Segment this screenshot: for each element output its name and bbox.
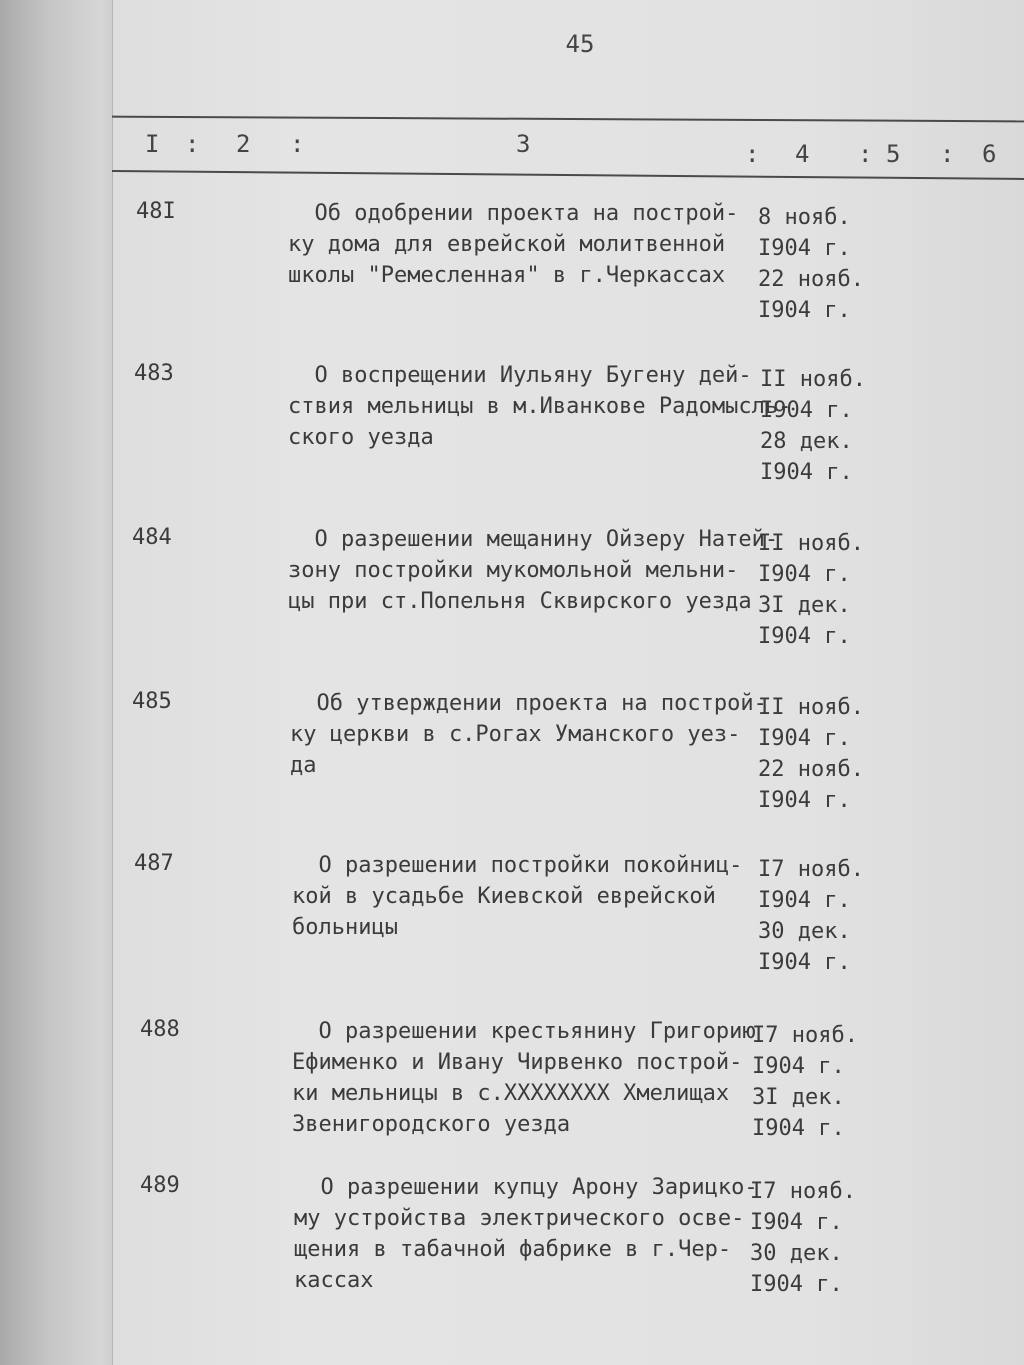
entry-text-line: ку дома для еврейской молитвенной bbox=[288, 232, 726, 257]
entry-text-line: Звенигородского уезда bbox=[292, 1112, 571, 1137]
entry-text-line: Об утверждении проекта на построй- bbox=[290, 691, 767, 716]
entry-text-line: ку церкви в с.Рогах Уманского уез- bbox=[290, 722, 741, 747]
entry-date-line: I904 г. bbox=[752, 1054, 845, 1079]
entry-text-line: му устройства электрического осве- bbox=[294, 1206, 745, 1231]
entry-text bbox=[290, 688, 767, 781]
entry-dates bbox=[758, 692, 864, 816]
entry-date-line: II нояб. bbox=[758, 695, 864, 720]
column-header: 6 bbox=[982, 140, 997, 168]
column-header: 5 bbox=[886, 140, 901, 168]
entry-date-line: 8 нояб. bbox=[758, 205, 851, 230]
column-header: : bbox=[858, 140, 873, 168]
entry-text bbox=[288, 360, 791, 453]
entry-date-line: I904 г. bbox=[760, 398, 853, 423]
entry-date-line: II нояб. bbox=[758, 531, 864, 556]
entry-dates bbox=[758, 202, 864, 326]
entry-text-line: Об одобрении проекта на построй- bbox=[288, 201, 739, 226]
entry-date-line: I904 г. bbox=[750, 1210, 843, 1235]
entry-text-line: щения в табачной фабрике в г.Чер- bbox=[294, 1237, 732, 1262]
binding-spine bbox=[0, 0, 113, 1365]
entry-date-line: I904 г. bbox=[758, 888, 851, 913]
entry-date-line: 22 нояб. bbox=[758, 757, 864, 782]
entry-date-line: I904 г. bbox=[750, 1272, 843, 1297]
entry-text-line: О разрешении постройки покойниц- bbox=[292, 853, 743, 878]
entry-dates bbox=[758, 854, 864, 978]
entry-text-line: цы при ст.Попельня Сквирского уезда bbox=[288, 589, 752, 614]
entry-date-line: 28 дек. bbox=[760, 429, 853, 454]
entry-text-line: О разрешении крестьянину Григорию bbox=[292, 1019, 756, 1044]
header-top-rule bbox=[112, 116, 1024, 123]
entry-text-line: О разрешении мещанину Ойзеру Натей- bbox=[288, 527, 779, 552]
entry-date-line: 22 нояб. bbox=[758, 267, 864, 292]
entry-date-line: I904 г. bbox=[758, 950, 851, 975]
column-header: : bbox=[745, 140, 760, 168]
column-header: 2 bbox=[236, 130, 251, 158]
column-header: I bbox=[145, 130, 160, 158]
entry-date-line: I904 г. bbox=[758, 726, 851, 751]
entry-text bbox=[288, 524, 778, 617]
entry-date-line: 30 дек. bbox=[750, 1241, 843, 1266]
entry-number: 487 bbox=[134, 851, 174, 876]
entry-number: 483 bbox=[134, 361, 174, 386]
entry-date-line: I904 г. bbox=[760, 460, 853, 485]
entry-dates bbox=[750, 1176, 856, 1300]
entry-date-line: 3I дек. bbox=[758, 593, 851, 618]
entry-text-line: да bbox=[290, 753, 317, 778]
page-number: 45 bbox=[565, 30, 595, 58]
entry-date-line: II нояб. bbox=[760, 367, 866, 392]
entry-text bbox=[294, 1172, 758, 1296]
entry-date-line: I904 г. bbox=[758, 562, 851, 587]
entry-date-line: I7 нояб. bbox=[750, 1179, 856, 1204]
column-header: 4 bbox=[795, 140, 810, 168]
entry-number: 488 bbox=[140, 1017, 180, 1042]
entry-date-line: I904 г. bbox=[758, 624, 851, 649]
entry-date-line: I7 нояб. bbox=[752, 1023, 858, 1048]
entry-text-line: О воспрещении Иульяну Бугену дей- bbox=[288, 363, 752, 388]
entry-text-line: кой в усадьбе Киевской еврейской bbox=[292, 884, 716, 909]
entry-date-line: 3I дек. bbox=[752, 1085, 845, 1110]
entry-text bbox=[288, 198, 738, 291]
header-bottom-rule bbox=[112, 170, 1024, 180]
entry-text-line: больницы bbox=[292, 915, 398, 940]
column-header: 3 bbox=[516, 130, 531, 158]
entry-text-line: кассах bbox=[294, 1268, 374, 1293]
entry-date-line: 30 дек. bbox=[758, 919, 851, 944]
entry-text bbox=[292, 850, 742, 943]
entry-text bbox=[292, 1016, 756, 1140]
entry-number: 485 bbox=[132, 689, 172, 714]
entry-text-line: Ефименко и Ивану Чирвенко построй- bbox=[292, 1050, 743, 1075]
entry-date-line: I904 г. bbox=[758, 788, 851, 813]
column-header: : bbox=[185, 130, 200, 158]
entry-text-line: ствия мельницы в м.Иванкове Радомысль- bbox=[288, 394, 792, 419]
entry-dates bbox=[758, 528, 864, 652]
column-header: : bbox=[290, 130, 305, 158]
entry-text-line: ского уезда bbox=[288, 425, 434, 450]
entry-date-line: I904 г. bbox=[758, 298, 851, 323]
entry-date-line: I7 нояб. bbox=[758, 857, 864, 882]
entry-text-line: зону постройки мукомольной мельни- bbox=[288, 558, 739, 583]
entry-text-line: ки мельницы в с.XXXXXXXX Хмелищах bbox=[292, 1081, 730, 1106]
entry-dates bbox=[760, 364, 866, 488]
entry-dates bbox=[752, 1020, 858, 1144]
column-header: : bbox=[940, 140, 955, 168]
entry-number: 489 bbox=[140, 1173, 180, 1198]
entry-text-line: школы "Ремесленная" в г.Черкассах bbox=[288, 263, 726, 288]
entry-number: 48I bbox=[136, 199, 176, 224]
entry-date-line: I904 г. bbox=[752, 1116, 845, 1141]
entry-text-line: О разрешении купцу Арону Зарицко- bbox=[294, 1175, 758, 1200]
entry-number: 484 bbox=[132, 525, 172, 550]
entry-date-line: I904 г. bbox=[758, 236, 851, 261]
